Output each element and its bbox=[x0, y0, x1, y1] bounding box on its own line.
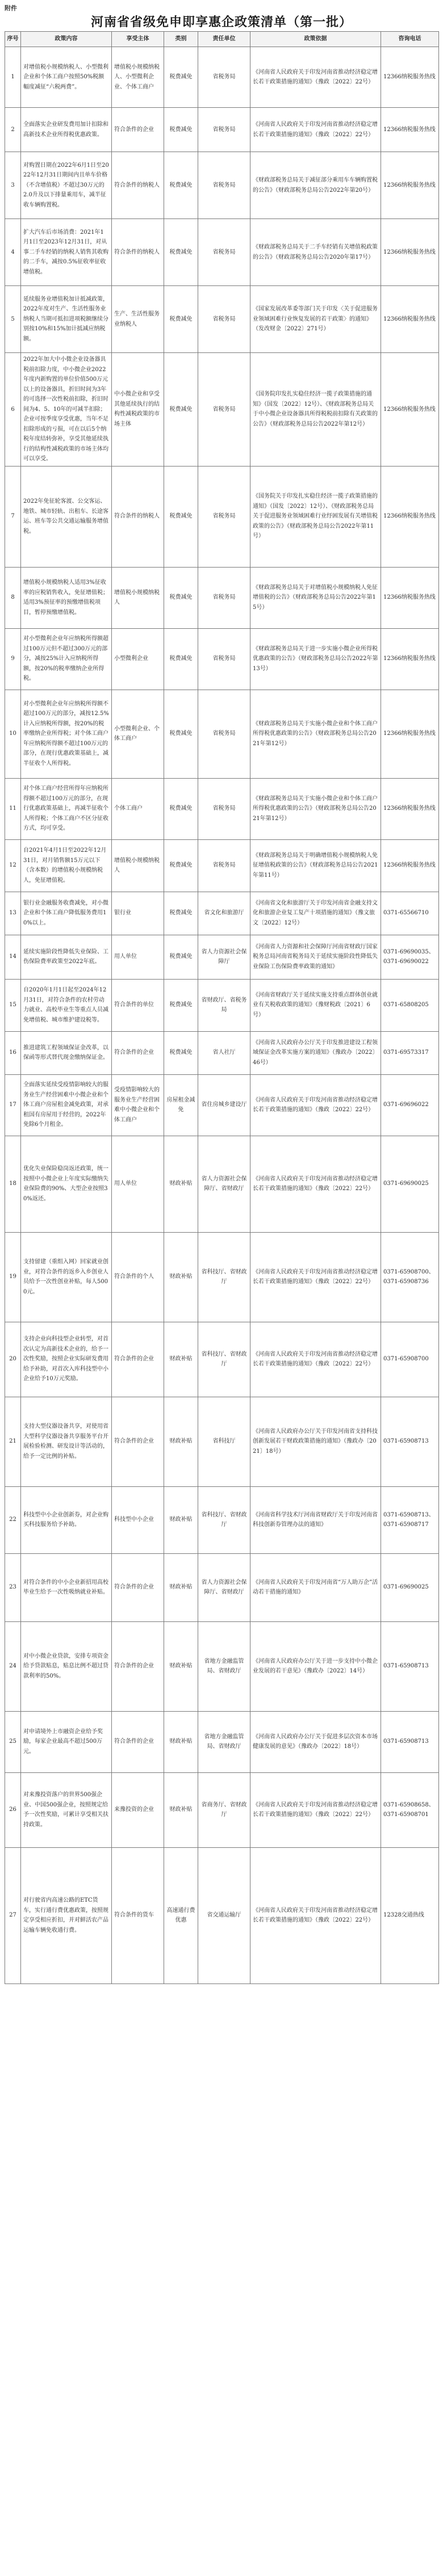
consult-phone: 0371-65908700 bbox=[381, 1322, 439, 1397]
eligible-entity: 生产、生活性服务业纳税人 bbox=[112, 286, 164, 353]
responsible-unit: 省税务局 bbox=[198, 108, 250, 152]
consult-phone: 0371-65908700、0371-65908736 bbox=[381, 1232, 439, 1322]
policy-basis: 《国务院关于印发扎实稳住经济一揽子政策措施的通知》（国发〔2022〕12号）、《财政部税务总局关于促进服务业领域困难行业纾困发展有关增值税政策的公告》（财政部税务总局公告2022年第11号） bbox=[250, 466, 381, 567]
responsible-unit: 省地方金融监管局、省财政厅 bbox=[198, 1621, 250, 1711]
row-number: 5 bbox=[5, 286, 21, 353]
policy-basis: 《财政部税务总局关于实施小微企业和个体工商户所得税优惠政策的公告》（财政部税务总局公告2021年第12号） bbox=[250, 778, 381, 839]
policy-content: 对增值税小规模纳税人、小型微利企业和个体工商户按照50%税额幅度减征“六税两费”。 bbox=[21, 47, 112, 108]
row-number: 18 bbox=[5, 1136, 21, 1232]
policy-content: 对小型微利企业年应纳税所得额超过100万元但不超过300万元的部分，减按25%计入应纳税所得额，按20%的税率缴纳企业所得税。 bbox=[21, 628, 112, 690]
eligible-entity: 符合条件的纳税人 bbox=[112, 152, 164, 219]
responsible-unit: 省人社厅 bbox=[198, 1031, 250, 1074]
policy-content: 对来豫投资落户的世界500强企业、中国500强企业，按照规定给予一次性奖励，可累计享受相关扶持政策。 bbox=[21, 1772, 112, 1847]
policy-basis: 《河南省人民政府关于印发河南省推动经济稳定增长若干政策措施的通知》（豫政〔2022〕22号） bbox=[250, 1074, 381, 1136]
policy-content: 对购置日期在2022年6月1日至2022年12月31日期间内且单车价格（不含增值税）不超过30万元的2.0升及以下排量乘用车，减半征收车辆购置税。 bbox=[21, 152, 112, 219]
eligible-entity: 增值税小规模纳税人 bbox=[112, 839, 164, 892]
policy-content: 对个体工商户经营所得年应纳税所得额不超过100万元的部分，在现行优惠政策基础上，再减半征收个人所得税；个体工商户不区分征收方式，均可享受。 bbox=[21, 778, 112, 839]
policy-category: 财政补贴 bbox=[164, 1553, 198, 1621]
policy-content: 延续实施阶段性降低失业保险、工伤保险费率政策至2022年底。 bbox=[21, 935, 112, 979]
policy-content: 对符合条件的中小企业新招用高校毕业生给予一次性吸纳就业补贴。 bbox=[21, 1553, 112, 1621]
table-row bbox=[5, 1397, 439, 1486]
policy-content: 推进建筑工程领域保证金改革，以保函等形式替代现金缴纳保证金。 bbox=[21, 1031, 112, 1074]
consult-phone: 0371-65908713 bbox=[381, 1711, 439, 1772]
consult-phone: 12366纳税服务热线 bbox=[381, 690, 439, 778]
policy-content: 对中小微企业贷款，安排专项资金给予贷款贴息，贴息比例不超过贷款利率的50%。 bbox=[21, 1621, 112, 1711]
consult-phone: 0371-69690025 bbox=[381, 1553, 439, 1621]
responsible-unit: 省税务局 bbox=[198, 839, 250, 892]
header-type: 类别 bbox=[164, 32, 198, 47]
eligible-entity: 符合条件的企业 bbox=[112, 1553, 164, 1621]
policy-basis: 《河南省科学技术厅河南省财政厅关于印发河南省科技创新券管理办法的通知》 bbox=[250, 1486, 381, 1553]
consult-phone: 0371-69696022 bbox=[381, 1074, 439, 1136]
policy-content: 扩大汽车后市场消费：2021年1月1日至2023年12月31日，对从事二手车经销的纳税人销售其收购的二手车，减按0.5%征收率征收增值税。 bbox=[21, 219, 112, 286]
table-row bbox=[5, 1711, 439, 1772]
responsible-unit: 省税务局 bbox=[198, 219, 250, 286]
responsible-unit: 省科技厅、省财政厅 bbox=[198, 1232, 250, 1322]
row-number: 25 bbox=[5, 1711, 21, 1772]
policy-basis: 《河南省人民政府关于印发河南省推动经济稳定增长若干政策措施的通知》（豫政〔2022〕22号） bbox=[250, 1136, 381, 1232]
table-row bbox=[5, 979, 439, 1031]
row-number: 1 bbox=[5, 47, 21, 108]
row-number: 27 bbox=[5, 1847, 21, 1984]
table-row bbox=[5, 1772, 439, 1847]
policy-basis: 《财政部税务总局关于实施小微企业和个体工商户所得税优惠政策的公告》（财政部税务总局公告2021年第12号） bbox=[250, 690, 381, 778]
table-row bbox=[5, 628, 439, 690]
header-phone: 咨询电话 bbox=[381, 32, 439, 47]
responsible-unit: 省地方金融监管局、省财政厅 bbox=[198, 1711, 250, 1772]
eligible-entity: 符合条件的单位 bbox=[112, 979, 164, 1031]
policy-basis: 《河南省人民政府关于印发河南省推动经济稳定增长若干政策措施的通知》（豫政〔2022〕22号） bbox=[250, 1772, 381, 1847]
row-number: 21 bbox=[5, 1397, 21, 1486]
consult-phone: 12366纳税服务热线 bbox=[381, 219, 439, 286]
consult-phone: 0371-69573317 bbox=[381, 1031, 439, 1074]
policy-category: 税费减免 bbox=[164, 892, 198, 935]
row-number: 20 bbox=[5, 1322, 21, 1397]
row-number: 22 bbox=[5, 1486, 21, 1553]
table-row bbox=[5, 839, 439, 892]
responsible-unit: 省科技厅 bbox=[198, 1397, 250, 1486]
responsible-unit: 省税务局 bbox=[198, 47, 250, 108]
table-row bbox=[5, 892, 439, 935]
policy-category: 财政补贴 bbox=[164, 1136, 198, 1232]
row-number: 4 bbox=[5, 219, 21, 286]
policy-basis: 《河南省人民政府关于印发河南省推动经济稳定增长若干政策措施的通知》（豫政〔2022〕22号） bbox=[250, 1322, 381, 1397]
responsible-unit: 省税务局 bbox=[198, 567, 250, 628]
responsible-unit: 省税务局 bbox=[198, 286, 250, 353]
policy-content: 增值税小规模纳税人适用3%征收率的应税销售收入，免征增值税；适用3%预征率的预缴增值税项目，暂停预缴增值税。 bbox=[21, 567, 112, 628]
consult-phone: 12366纳税服务热线 bbox=[381, 286, 439, 353]
policy-content: 全面落实延续受疫情影响较大的服务业生产经营困难中小微企业和个体工商户房屋租金减免政策，对承租国有房屋用于经营的，2022年免除6个月租金。 bbox=[21, 1074, 112, 1136]
policy-basis: 《河南省人民政府办公厅关于印发推进建设工程领域保证金改革实施方案的通知》（豫政办〔2022〕46号） bbox=[250, 1031, 381, 1074]
eligible-entity: 中小微企业和享受其他延续执行的结构性减税政策的市场主体 bbox=[112, 353, 164, 467]
header-target: 享受主体 bbox=[112, 32, 164, 47]
consult-phone: 12366纳税服务热线 bbox=[381, 839, 439, 892]
responsible-unit: 省税务局 bbox=[198, 152, 250, 219]
consult-phone: 0371-65808205 bbox=[381, 979, 439, 1031]
eligible-entity: 符合条件的货车 bbox=[112, 1847, 164, 1984]
eligible-entity: 科技型中小企业 bbox=[112, 1486, 164, 1553]
policy-category: 税费减免 bbox=[164, 567, 198, 628]
policy-content: 支持企业向科技型企业转型，对首次认定为高新技术企业的，给予一次性奖励，按照企业实际研发费用给予补助，对首次入库科技型中小企业给予10万元奖励。 bbox=[21, 1322, 112, 1397]
policy-basis: 《财政部税务总局关于二手车经销有关增值税政策的公告》（财政部税务总局公告2020年第17号） bbox=[250, 219, 381, 286]
policy-category: 税费减免 bbox=[164, 1031, 198, 1074]
responsible-unit: 省科技厅、省财政厅 bbox=[198, 1322, 250, 1397]
responsible-unit: 省科技厅、省财政厅 bbox=[198, 1486, 250, 1553]
policy-basis: 《河南省人民政府关于印发河南省推动经济稳定增长若干政策措施的通知》（豫政〔2022〕22号） bbox=[250, 1232, 381, 1322]
policy-basis: 《河南省人民政府办公厅关于促进多层次资本市场健康发展的意见》（豫政办〔2022〕18号） bbox=[250, 1711, 381, 1772]
responsible-unit: 省文化和旅游厅 bbox=[198, 892, 250, 935]
policy-category: 财政补贴 bbox=[164, 1232, 198, 1322]
policy-basis: 《国务院印发扎实稳住经济一揽子政策措施的通知》（国发〔2022〕12号）、《财政部税务总局关于中小微企业设备器具所得税税前扣除有关政策的公告》（财政部税务总局公告2022年第12号） bbox=[250, 353, 381, 467]
table-row bbox=[5, 286, 439, 353]
table-row bbox=[5, 108, 439, 152]
responsible-unit: 省商务厅、省财政厅 bbox=[198, 1772, 250, 1847]
policy-basis: 《财政部税务总局关于进一步实施小微企业所得税优惠政策的公告》（财政部税务总局公告2022年第13号） bbox=[250, 628, 381, 690]
row-number: 23 bbox=[5, 1553, 21, 1621]
policy-category: 税费减免 bbox=[164, 935, 198, 979]
eligible-entity: 符合条件的个人 bbox=[112, 1232, 164, 1322]
row-number: 9 bbox=[5, 628, 21, 690]
policy-category: 税费减免 bbox=[164, 690, 198, 778]
consult-phone: 0371-65566710 bbox=[381, 892, 439, 935]
header-content: 政策内容 bbox=[21, 32, 112, 47]
policy-category: 税费减免 bbox=[164, 628, 198, 690]
eligible-entity: 小型微利企业、个体工商户 bbox=[112, 690, 164, 778]
table-row bbox=[5, 47, 439, 108]
responsible-unit: 省交通运输厅 bbox=[198, 1847, 250, 1984]
row-number: 24 bbox=[5, 1621, 21, 1711]
policy-category: 高速通行费优惠 bbox=[164, 1847, 198, 1984]
responsible-unit: 省人力资源社会保障厅、省财政厅 bbox=[198, 1136, 250, 1232]
policy-category: 税费减免 bbox=[164, 47, 198, 108]
consult-phone: 12366纳税服务热线 bbox=[381, 567, 439, 628]
policy-category: 税费减免 bbox=[164, 353, 198, 467]
table-row bbox=[5, 1074, 439, 1136]
table-row bbox=[5, 1232, 439, 1322]
policy-basis: 《河南省人民政府办公厅关于印发河南省支持科技创新发展若干财政政策措施的通知》（豫政办〔2021〕18号） bbox=[250, 1397, 381, 1486]
responsible-unit: 省税务局 bbox=[198, 466, 250, 567]
policy-category: 财政补贴 bbox=[164, 1621, 198, 1711]
policy-content: 科技型中小企业创新券，对企业购买科技服务给予补助。 bbox=[21, 1486, 112, 1553]
consult-phone: 0371-65908713 bbox=[381, 1621, 439, 1711]
policy-table-body bbox=[5, 47, 439, 1984]
policy-category: 财政补贴 bbox=[164, 1486, 198, 1553]
policy-basis: 《河南省财政厅关于延续实施支持重点群体创业就业有关税收政策的通知》（豫财税政〔2021〕6号） bbox=[250, 979, 381, 1031]
table-row bbox=[5, 1136, 439, 1232]
consult-phone: 12366纳税服务热线 bbox=[381, 628, 439, 690]
table-row bbox=[5, 466, 439, 567]
consult-phone: 12366纳税服务热线 bbox=[381, 353, 439, 467]
row-number: 15 bbox=[5, 979, 21, 1031]
row-number: 6 bbox=[5, 353, 21, 467]
policy-basis: 《财政部税务总局关于明确增值税小规模纳税人免征增值税政策的公告》（财政部税务总局公告2021年第11号） bbox=[250, 839, 381, 892]
consult-phone: 12366纳税服务热线 bbox=[381, 47, 439, 108]
policy-table bbox=[5, 31, 439, 1984]
row-number: 12 bbox=[5, 839, 21, 892]
row-number: 3 bbox=[5, 152, 21, 219]
row-number: 11 bbox=[5, 778, 21, 839]
row-number: 14 bbox=[5, 935, 21, 979]
table-row bbox=[5, 567, 439, 628]
policy-content: 对小型微利企业年应纳税所得额不超过100万元的部分，减按12.5%计入应纳税所得额，按20%的税率缴纳企业所得税；对个体工商户年应纳税所得额不超过100万元的部分，在现行优惠政策基础上，减半征收个人所得税。 bbox=[21, 690, 112, 778]
policy-content: 延续服务业增值税加计抵减政策，2022年度对生产、生活性服务业纳税人当期可抵扣进项税额继续分别按10%和15%加计抵减应纳税额。 bbox=[21, 286, 112, 353]
row-number: 13 bbox=[5, 892, 21, 935]
policy-basis: 《财政部税务总局关于减征部分乘用车车辆购置税的公告》（财政部税务总局公告2022年第20号） bbox=[250, 152, 381, 219]
row-number: 2 bbox=[5, 108, 21, 152]
header-basis: 政策依据 bbox=[250, 32, 381, 47]
eligible-entity: 符合条件的企业 bbox=[112, 1621, 164, 1711]
policy-basis: 《河南省文化和旅游厅关于印发河南省金融支持文化和旅游企业复工复产十项措施的通知》（豫文旅文〔2022〕12号） bbox=[250, 892, 381, 935]
table-header-row bbox=[5, 32, 439, 47]
policy-category: 税费减免 bbox=[164, 286, 198, 353]
eligible-entity: 符合条件的企业 bbox=[112, 1031, 164, 1074]
policy-category: 财政补贴 bbox=[164, 1397, 198, 1486]
table-row bbox=[5, 353, 439, 467]
responsible-unit: 省税务局 bbox=[198, 778, 250, 839]
responsible-unit: 省住房城乡建设厅 bbox=[198, 1074, 250, 1136]
responsible-unit: 省人力资源社会保障厅、省财政厅 bbox=[198, 1553, 250, 1621]
responsible-unit: 省税务局 bbox=[198, 690, 250, 778]
policy-basis: 《河南省人民政府办公厅关于进一步支持中小微企业发展的若干意见》（豫政办〔2022〕14号） bbox=[250, 1621, 381, 1711]
eligible-entity: 符合条件的纳税人 bbox=[112, 219, 164, 286]
table-row bbox=[5, 935, 439, 979]
policy-category: 财政补贴 bbox=[164, 1772, 198, 1847]
consult-phone: 0371-65908713 bbox=[381, 1397, 439, 1486]
row-number: 8 bbox=[5, 567, 21, 628]
policy-content: 银行业金融服务收费减免，对小微企业和个体工商户降低服务费用10%以上。 bbox=[21, 892, 112, 935]
policy-basis: 《财政部税务总局关于对增值税小规模纳税人免征增值税的公告》（财政部税务总局公告2022年第15号） bbox=[250, 567, 381, 628]
consult-phone: 12328交通热线 bbox=[381, 1847, 439, 1984]
table-row bbox=[5, 219, 439, 286]
eligible-entity: 符合条件的企业 bbox=[112, 108, 164, 152]
consult-phone: 0371-65908713、0371-65908717 bbox=[381, 1486, 439, 1553]
eligible-entity: 增值税小规模纳税人、小型微利企业、个体工商户 bbox=[112, 47, 164, 108]
policy-category: 财政补贴 bbox=[164, 1322, 198, 1397]
policy-category: 房屋租金减免 bbox=[164, 1074, 198, 1136]
table-row bbox=[5, 1486, 439, 1553]
responsible-unit: 省财政厅、省税务局 bbox=[198, 979, 250, 1031]
header-dept: 责任单位 bbox=[198, 32, 250, 47]
policy-category: 税费减免 bbox=[164, 108, 198, 152]
eligible-entity: 个体工商户 bbox=[112, 778, 164, 839]
table-row bbox=[5, 1031, 439, 1074]
table-row bbox=[5, 778, 439, 839]
policy-basis: 《河南省人民政府关于印发河南省推动经济稳定增长若干政策措施的通知》（豫政〔2022〕22号） bbox=[250, 108, 381, 152]
eligible-entity: 受疫情影响较大的服务业生产经营困难中小微企业和个体工商户 bbox=[112, 1074, 164, 1136]
policy-category: 税费减免 bbox=[164, 839, 198, 892]
table-row bbox=[5, 1553, 439, 1621]
policy-category: 税费减免 bbox=[164, 778, 198, 839]
row-number: 7 bbox=[5, 466, 21, 567]
consult-phone: 12366纳税服务热线 bbox=[381, 778, 439, 839]
policy-content: 对申请境外上市融资企业给予奖励，每家企业最高不超过500万元。 bbox=[21, 1711, 112, 1772]
policy-content: 支持大型仪器设备共享，对使用省大型科学仪器设备共享服务平台开展检验检测、研发设计等活动的，给予一定比例的补贴。 bbox=[21, 1397, 112, 1486]
responsible-unit: 省税务局 bbox=[198, 353, 250, 467]
consult-phone: 12366纳税服务热线 bbox=[381, 152, 439, 219]
row-number: 19 bbox=[5, 1232, 21, 1322]
appendix-label: 附件 bbox=[5, 5, 17, 12]
policy-content: 对行驶省内高速公路的ETC货车，实行通行费优惠政策，按照规定享受相应折扣，并对鲜活农产品运输车辆免收通行费。 bbox=[21, 1847, 112, 1984]
eligible-entity: 银行业 bbox=[112, 892, 164, 935]
policy-basis: 《河南省人力资源和社会保障厅河南省财政厅国家税务总局河南省税务局关于延续实施阶段性降低失业保险工伤保险费率政策的通知》 bbox=[250, 935, 381, 979]
row-number: 17 bbox=[5, 1074, 21, 1136]
header-no: 序号 bbox=[5, 32, 21, 47]
document-title: 河南省省级免申即享惠企政策清单（第一批） bbox=[90, 15, 352, 30]
policy-basis: 《河南省人民政府关于印发河南省“万人助万企”活动若干措施的通知》 bbox=[250, 1553, 381, 1621]
policy-basis: 《河南省人民政府关于印发河南省推动经济稳定增长若干政策措施的通知》（豫政〔2022〕22号） bbox=[250, 1847, 381, 1984]
eligible-entity: 来豫投资的企业 bbox=[112, 1772, 164, 1847]
policy-content: 支持留建（重组入网）回家就业创业，对符合条件的返乡入乡创业人员给予一次性创业补贴，每人5000元。 bbox=[21, 1232, 112, 1322]
policy-category: 税费减免 bbox=[164, 979, 198, 1031]
policy-basis: 《国家发展改革委等部门关于印发〈关于促进服务业领域困难行业恢复发展的若干政策〉的通知》（发改财金〔2022〕271号） bbox=[250, 286, 381, 353]
eligible-entity: 用人单位 bbox=[112, 935, 164, 979]
policy-content: 全面落实企业研发费用加计扣除和高新技术企业所得税优惠政策。 bbox=[21, 108, 112, 152]
table-row bbox=[5, 1621, 439, 1711]
policy-basis: 《河南省人民政府关于印发河南省推动经济稳定增长若干政策措施的通知》（豫政〔2022〕22号） bbox=[250, 47, 381, 108]
eligible-entity: 符合条件的企业 bbox=[112, 1397, 164, 1486]
policy-content: 自2020年1月1日起至2024年12月31日，对符合条件的农村劳动力就业、高校毕业生等重点人员减免增值税、城市维护建设税等。 bbox=[21, 979, 112, 1031]
consult-phone: 0371-69690035、0371-69690022 bbox=[381, 935, 439, 979]
policy-category: 财政补贴 bbox=[164, 1711, 198, 1772]
consult-phone: 12366纳税服务热线 bbox=[381, 466, 439, 567]
eligible-entity: 符合条件的企业 bbox=[112, 1711, 164, 1772]
eligible-entity: 符合条件的企业 bbox=[112, 1322, 164, 1397]
table-row bbox=[5, 1322, 439, 1397]
consult-phone: 0371-65908658、0371-65908701 bbox=[381, 1772, 439, 1847]
consult-phone: 12366纳税服务热线 bbox=[381, 108, 439, 152]
policy-content: 2022年加大中小微企业设备器具税前扣除力度，中小微企业2022年度内新购置的单位价值500万元以上的设备器具，折旧时间为3年的可选择一次性税前扣除，折旧时间为4、5、10年的可减半扣除；企业可按季度享受优惠，当年不足扣除形成的亏损，可在以后5个纳税年度结转弥补，享受其他延续执行的结构性减税政策的市场主体均可以享受。 bbox=[21, 353, 112, 467]
eligible-entity: 增值税小规模纳税人 bbox=[112, 567, 164, 628]
table-row bbox=[5, 1847, 439, 1984]
row-number: 10 bbox=[5, 690, 21, 778]
policy-content: 优化失业保险稳岗返还政策，统一按照中小微企业上年度实际缴纳失业保险费的90%、大型企业按照30%返还。 bbox=[21, 1136, 112, 1232]
table-row bbox=[5, 690, 439, 778]
policy-category: 税费减免 bbox=[164, 466, 198, 567]
policy-content: 自2021年4月1日至2022年12月31日，对月销售额15万元以下（含本数）的增值税小规模纳税人，免征增值税。 bbox=[21, 839, 112, 892]
policy-content: 2022年免征轮客渡、公交客运、地铁、城市轻轨、出租车、长途客运、班车等公共交通运输服务增值税。 bbox=[21, 466, 112, 567]
responsible-unit: 省人力资源社会保障厅 bbox=[198, 935, 250, 979]
policy-category: 税费减免 bbox=[164, 152, 198, 219]
consult-phone: 0371-69690025 bbox=[381, 1136, 439, 1232]
eligible-entity: 用人单位 bbox=[112, 1136, 164, 1232]
table-row bbox=[5, 152, 439, 219]
policy-category: 税费减免 bbox=[164, 219, 198, 286]
responsible-unit: 省税务局 bbox=[198, 628, 250, 690]
eligible-entity: 符合条件的纳税人 bbox=[112, 466, 164, 567]
eligible-entity: 小型微利企业 bbox=[112, 628, 164, 690]
row-number: 26 bbox=[5, 1772, 21, 1847]
row-number: 16 bbox=[5, 1031, 21, 1074]
